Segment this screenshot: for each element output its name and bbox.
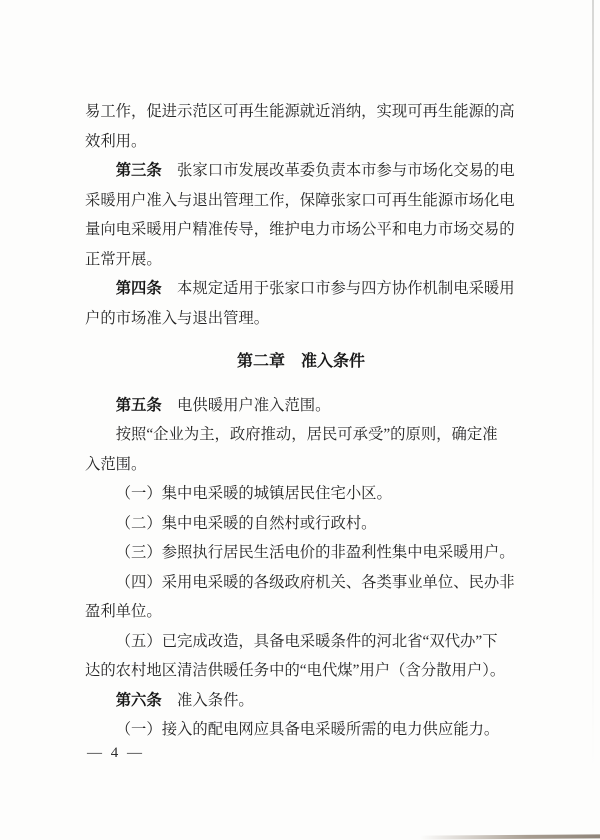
line-text: 张家口市发展改革委负责本市参与市场化交易的电 xyxy=(161,162,515,179)
document-body xyxy=(85,97,517,745)
text-line xyxy=(85,597,517,627)
text-line xyxy=(85,186,517,216)
line-text: 盈利单位。 xyxy=(85,603,162,620)
text-line xyxy=(85,245,517,275)
scan-shadow-artifact xyxy=(420,834,600,839)
line-text: 入范围。 xyxy=(85,455,147,473)
text-line xyxy=(85,656,517,686)
line-text: 正常开展。 xyxy=(85,250,162,268)
line-text: （三）参照执行居民生活电价的非盈利性集中电采暖用户。 xyxy=(115,544,515,561)
line-text: 第二章 准入条件 xyxy=(236,353,365,370)
line-text: 效利用。 xyxy=(85,132,147,150)
scan-edge-artifact xyxy=(592,0,594,770)
text-line xyxy=(85,538,517,568)
line-text: 易工作，促进示范区可再生能源就近消纳，实现可再生能源的高 xyxy=(85,103,515,120)
line-text: （一）接入的配电网应具备电采暖所需的电力供应能力。 xyxy=(115,721,500,738)
line-text: （五）已完成改造，具备电采暖条件的河北省“双代办”下 xyxy=(115,632,498,650)
line-text: 准入条件。 xyxy=(161,691,254,709)
line-text: 采暖用户准入与退出管理工作，保障张家口可再生能源市场化电 xyxy=(85,191,515,209)
line-text: 电供暖用户准入范围。 xyxy=(161,396,331,414)
clause-number-label: 第六条 xyxy=(115,691,162,709)
clause-number-label: 第四条 xyxy=(115,280,162,297)
line-text: 量向电采暖用户精准传导，维护电力市场公平和电力市场交易的 xyxy=(85,221,515,238)
text-line xyxy=(85,479,517,509)
line-text: （四）采用电采暖的各级政府机关、各类事业单位、民办非 xyxy=(115,573,515,591)
line-text: 达的农村地区清洁供暖任务中的“电代煤”用户（含分散用户）。 xyxy=(85,662,506,679)
text-line xyxy=(85,304,517,334)
text-line xyxy=(85,450,517,480)
text-line xyxy=(85,686,517,716)
text-line xyxy=(85,274,517,304)
text-line xyxy=(85,156,517,186)
text-line xyxy=(85,568,517,598)
text-line xyxy=(85,420,517,450)
page-number: — 4 — xyxy=(87,745,145,761)
clause-number-label: 第五条 xyxy=(115,396,162,414)
text-line xyxy=(85,627,517,657)
line-text: 本规定适用于张家口市参与四方协作机制电采暖用 xyxy=(161,280,515,297)
text-line xyxy=(85,97,517,127)
line-text: （二）集中电采暖的自然村或行政村。 xyxy=(115,514,377,532)
text-line xyxy=(85,127,517,157)
text-line xyxy=(85,391,517,421)
line-text: 户的市场准入与退出管理。 xyxy=(85,309,270,327)
clause-number-label: 第三条 xyxy=(115,162,162,179)
text-line xyxy=(85,215,517,245)
line-text: 按照“企业为主，政府推动，居民可承受”的原则，确定准 xyxy=(115,426,498,443)
chapter-heading xyxy=(85,347,517,377)
text-line xyxy=(85,509,517,539)
text-line xyxy=(85,715,517,745)
line-text: （一）集中电采暖的城镇居民住宅小区。 xyxy=(115,485,392,502)
